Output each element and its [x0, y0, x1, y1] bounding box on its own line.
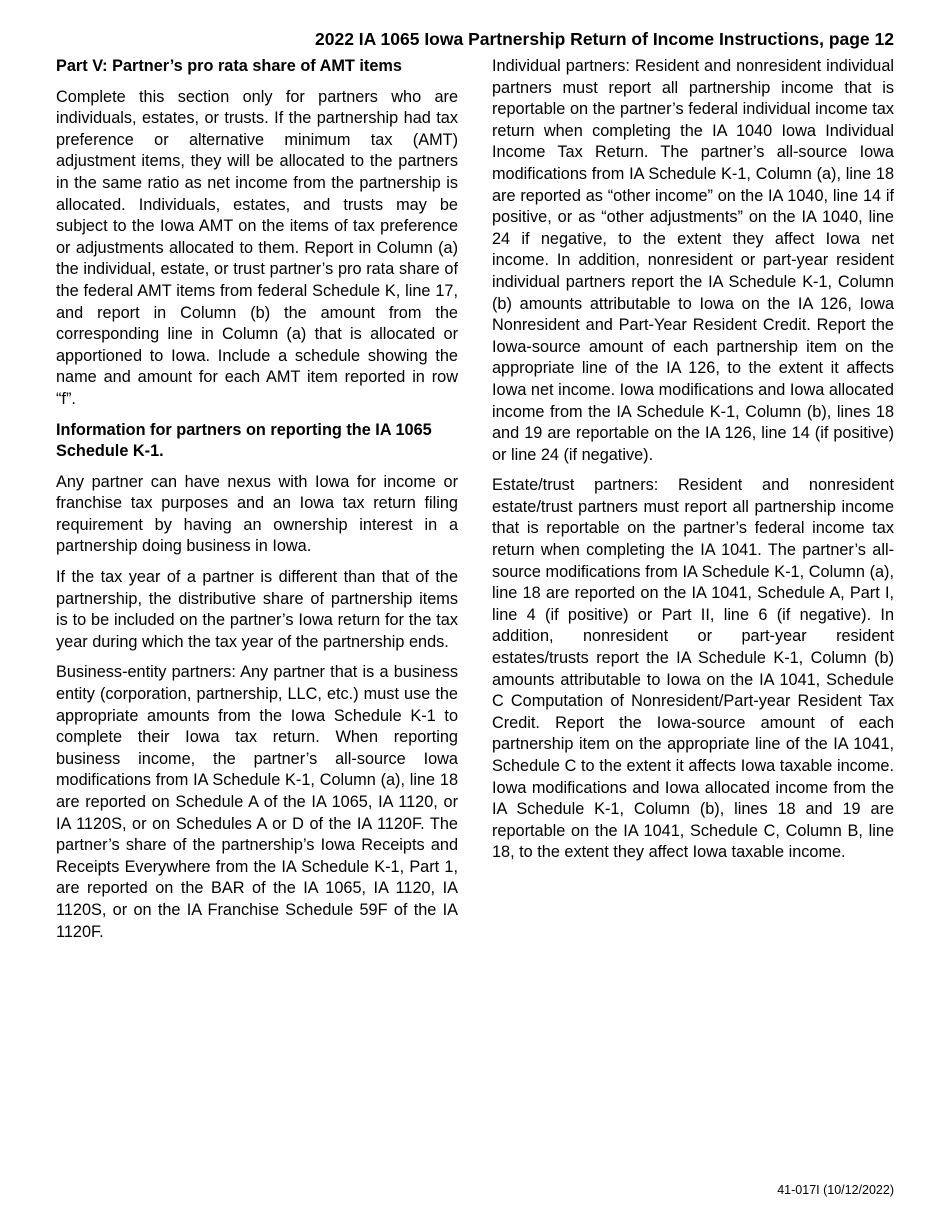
info-for-partners-body: Any partner can have nexus with Iowa for income or franchise tax purposes and an Iowa tax return filing requirement by having an ownership interest in a partnership doing business in Iowa.	[56, 472, 458, 556]
tax-year-paragraph: If the tax year of a partner is different than that of the partnership, the distributive share of partnership items is to be included on the partner’s Iowa return for the tax year during which the tax year of the partnership ends.	[56, 568, 458, 651]
right-column	[492, 56, 894, 873]
individual-partners-paragraph: Individual partners: Resident and nonresident individual partners must report all partnership income that is reportable on the partner’s federal individual income tax return when completing the IA 1040 Iowa Individual Income Tax Return. The partner’s all-source Iowa modifications from IA Schedule K-1, Column (a), line 18 are reported as “other income” on the IA 1040, line 14 if positive, or as “other adjustments” on the IA 1040, line 24 if negative, to the extent they affect Iowa net income. In addition, nonresident or part-year resident individual partners report the IA Schedule K-1, Column (b) amounts attributable to Iowa on the IA 126, Iowa Nonresident and Part-Year Resident Credit. Report the Iowa-source amount of each partnership item on the appropriate line of the IA 126, to the extent it affects Iowa net income. Iowa modifications and Iowa allocated income from the IA Schedule K-1, Column (b), lines 18 and 19 are reportable on the IA 126, line 14 (if positive) or line 24 (if negative).	[492, 57, 894, 464]
part-v-heading: Part V: Partner’s pro rata share of AMT items	[56, 57, 402, 75]
business-entity-paragraph: Business-entity partners: Any partner that is a business entity (corporation, partnership, LLC, etc.) must use the appropriate amounts from the Iowa Schedule K-1 to complete their Iowa tax return. When reporting business income, the partner’s all-source Iowa modifications from IA Schedule K-1, Column (a), line 18 are reported on Schedule A of the IA 1065, IA 1120, or IA 1120S, or on Schedules A or D of the IA 1120F. The partner’s share of the partnership’s Iowa Receipts and Receipts Everywhere from the IA Schedule K-1, Part 1, are reported on the BAR of the IA 1065, IA 1120, IA 1120S, or on the IA Franchise Schedule 59F of the IA 1120F.	[56, 663, 458, 941]
info-for-partners-heading: Information for partners on reporting the IA 1065 Schedule K-1.	[56, 420, 432, 461]
page-title: 2022 IA 1065 Iowa Partnership Return of Income Instructions, page 12	[315, 29, 894, 49]
left-column	[56, 56, 458, 952]
form-id: 41-017I (10/12/2022)	[777, 1183, 894, 1197]
part-v-body: Complete this section only for partners who are individuals, estates, or trusts. If the partnership had tax preference or alternative minimum tax (AMT) adjustment items, they will be allocated to the partners in the same ratio as net income from the partnership is allocated. Individuals, estates, and trusts may be subject to the Iowa AMT on the items of tax preference or adjustments allocated to them. Report in Column (a) the individual, estate, or trust partner’s pro rata share of the federal AMT items from federal Schedule K, line 17, and report in Column (b) the amount from the corresponding line in Column (a) that is allocated or apportioned to Iowa. Include a schedule showing the name and amount for each AMT item reported in row “f”.	[56, 87, 458, 408]
estate-trust-partners-paragraph: Estate/trust partners: Resident and nonresident estate/trust partners must report all partnership income that is reportable on the partner’s federal income tax return when completing the IA 1041. The partner’s all-source modifications from IA Schedule K-1, Column (a), line 18 are reported on the IA 1041, Schedule A, Part I, line 4 (if positive) or Part II, line 6 (if negative). In addition, nonresident or part-year resident estates/trusts report the IA Schedule K-1, Column (b) amounts attributable to Iowa on the IA 1041, Schedule C Computation of Nonresident/Part-year Resident Tax Credit. Report the Iowa-source amount of each partnership item on the appropriate line of the IA 1041, Schedule C to the extent it affects Iowa taxable income. Iowa modifications and Iowa allocated income from the IA Schedule K-1, Column (b), lines 18 and 19 are reportable on the IA 1041, Schedule C, Column B, line 18, to the extent they affect Iowa taxable income.	[492, 476, 894, 862]
